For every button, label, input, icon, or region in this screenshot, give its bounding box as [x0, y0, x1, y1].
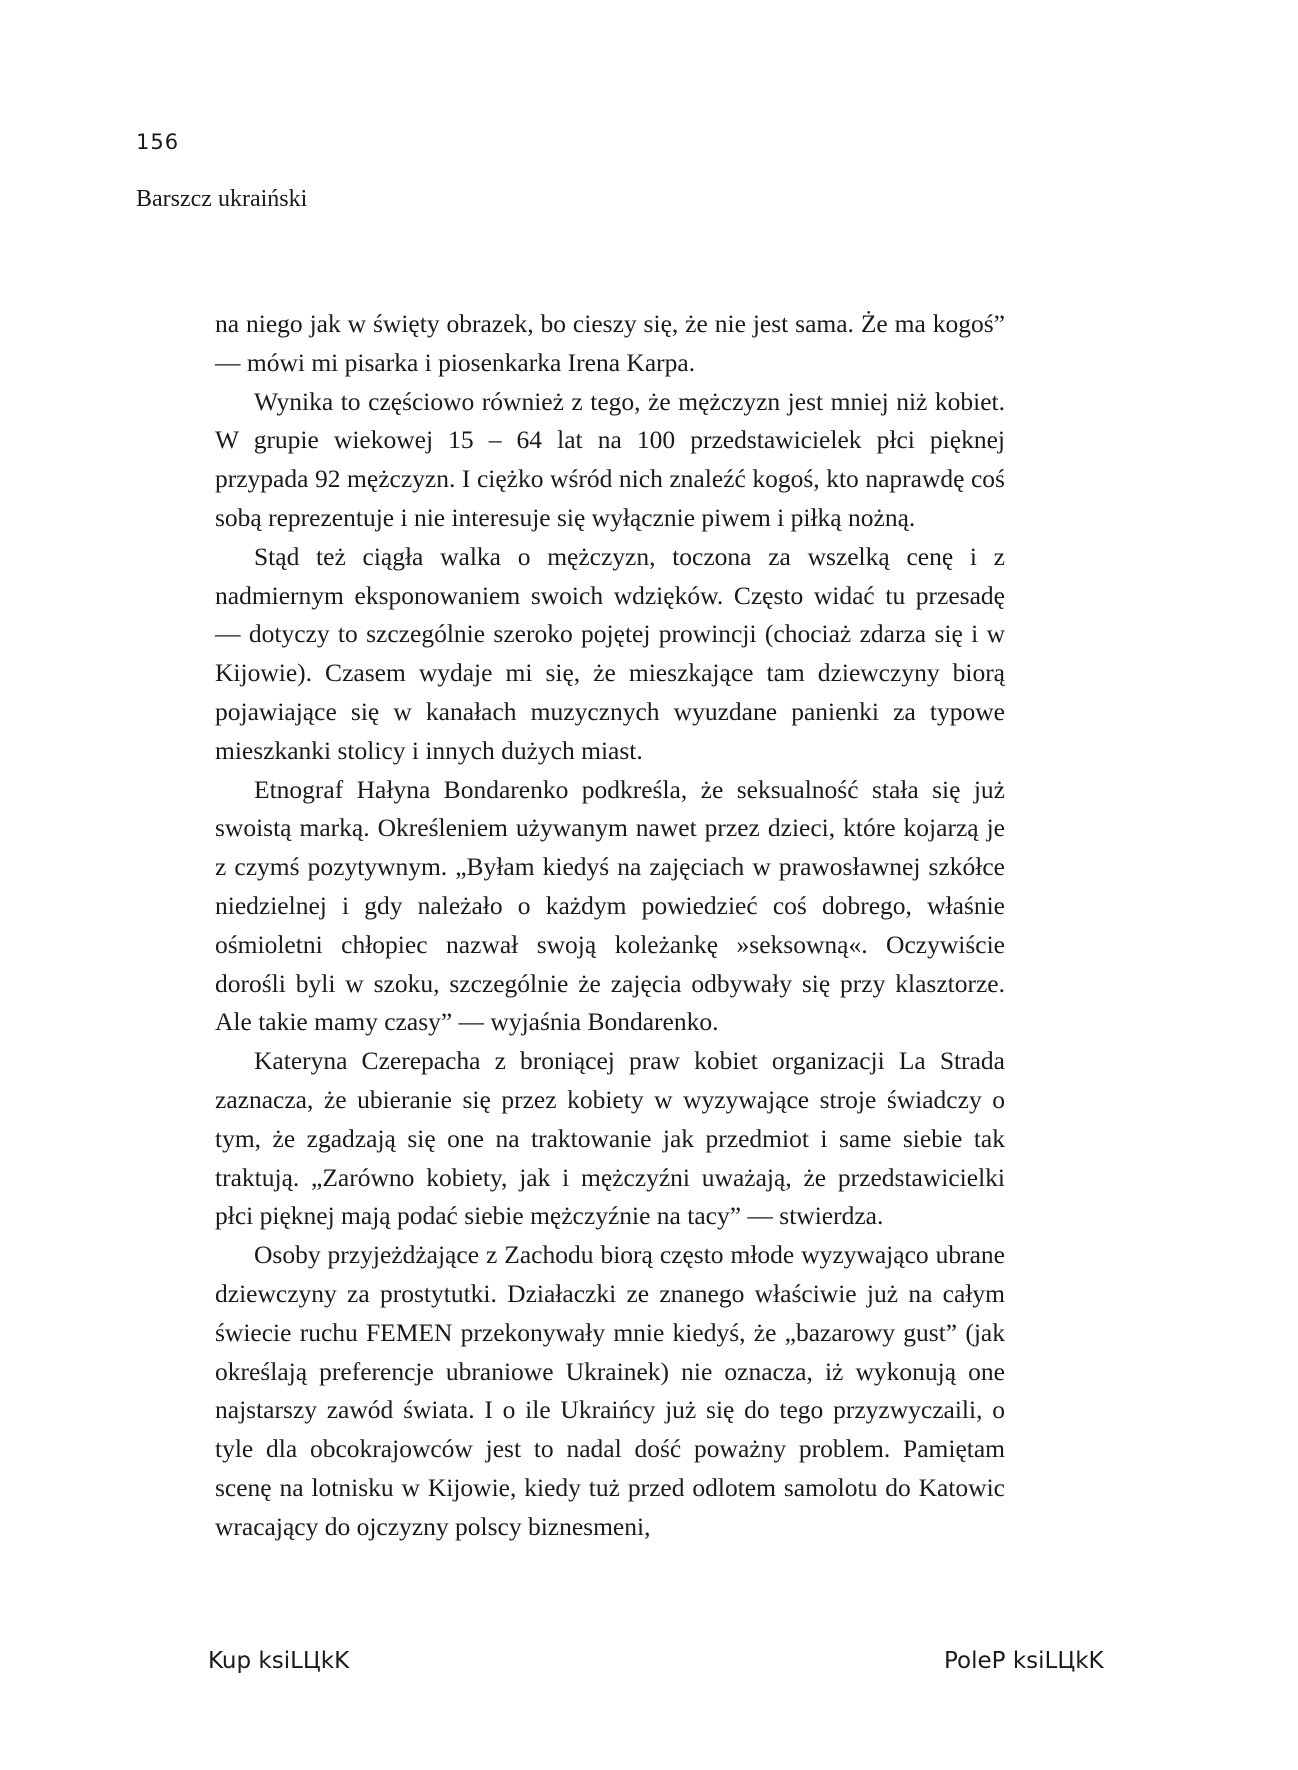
paragraph: Osoby przyjeżdżające z Zachodu biorą często młode wyzywająco ubrane dziewczyny za prostytutki. Działaczki ze znanego właściwie już na całym świecie ruchu FEMEN przekonywały mnie kiedyś, że „bazarowy gust” (jak określają preferencje ubraniowe Ukrainek) nie oznacza, iż wykonują one najstarszy zawód świata. I o ile Ukraińcy już się do tego przyzwyczaili, o tyle dla obcokrajowców jest to nadal dość poważny problem. Pamiętam scenę na lotnisku w Kijowie, kiedy tuż przed odlotem samolotu do Katowic wracający do ojczyzny polscy biznesmeni,	[215, 1240, 1005, 1541]
recommend-book-link[interactable]: PoleP ksiLЦkK	[944, 1648, 1104, 1674]
running-title: Barszcz ukraiński	[136, 186, 308, 212]
body-text	[215, 305, 1005, 1547]
paragraph: Wynika to częściowo również z tego, że mężczyzn jest mniej niż kobiet. W grupie wiekowej 15 – 64 lat na 100 przedstawicielek płci pięknej przypada 92 mężczyzn. I ciężko wśród nich znaleźć kogoś, kto naprawdę coś sobą reprezentuje i nie interesuje się wyłącznie piwem i piłką nożną.	[215, 386, 1005, 532]
page-number: 156	[136, 130, 180, 154]
paragraph: Kateryna Czerepacha z broniącej praw kobiet organizacji La Strada zaznacza, że ubieranie się przez kobiety w wyzywające stroje świadczy o tym, że zgadzają się one na traktowanie jak przedmiot i same siebie tak traktują. „Zarówno kobiety, jak i mężczyźni uważają, że przedstawicielki płci pięknej mają podać siebie mężczyźnie na tacy” — stwierdza.	[215, 1046, 1005, 1231]
buy-book-link[interactable]: Kup ksiLЦkK	[208, 1648, 350, 1674]
paragraph: Etnograf Hałyna Bondarenko podkreśla, że seksualność stała się już swoistą marką. Określeniem używanym nawet przez dzieci, które kojarzą je z czymś pozytywnym. „Byłam kiedyś na zajęciach w prawosławnej szkółce niedzielnej i gdy należało o każdym powiedzieć coś dobrego, właśnie ośmioletni chłopiec nazwał swoją koleżankę »seksowną«. Oczywiście dorośli byli w szoku, szczególnie że zajęcia odbywały się przy klasztorze. Ale takie mamy czasy” — wyjaśnia Bondarenko.	[215, 774, 1005, 1037]
paragraph: Stąd też ciągła walka o mężczyzn, toczona za wszelką cenę i z nadmiernym eksponowaniem swoich wdzięków. Często widać tu przesadę — dotyczy to szczególnie szeroko pojętej prowincji (chociaż zdarza się i w Kijowie). Czasem wydaje mi się, że mieszkające tam dziewczyny biorą pojawiające się w kanałach muzycznych wyuzdane panienki za typowe mieszkanki stolicy i innych dużych miast.	[215, 541, 1005, 765]
paragraph: na niego jak w święty obrazek, bo cieszy się, że nie jest sama. Że ma kogoś” — mówi mi pisarka i piosenkarka Irena Karpa.	[215, 309, 1005, 377]
